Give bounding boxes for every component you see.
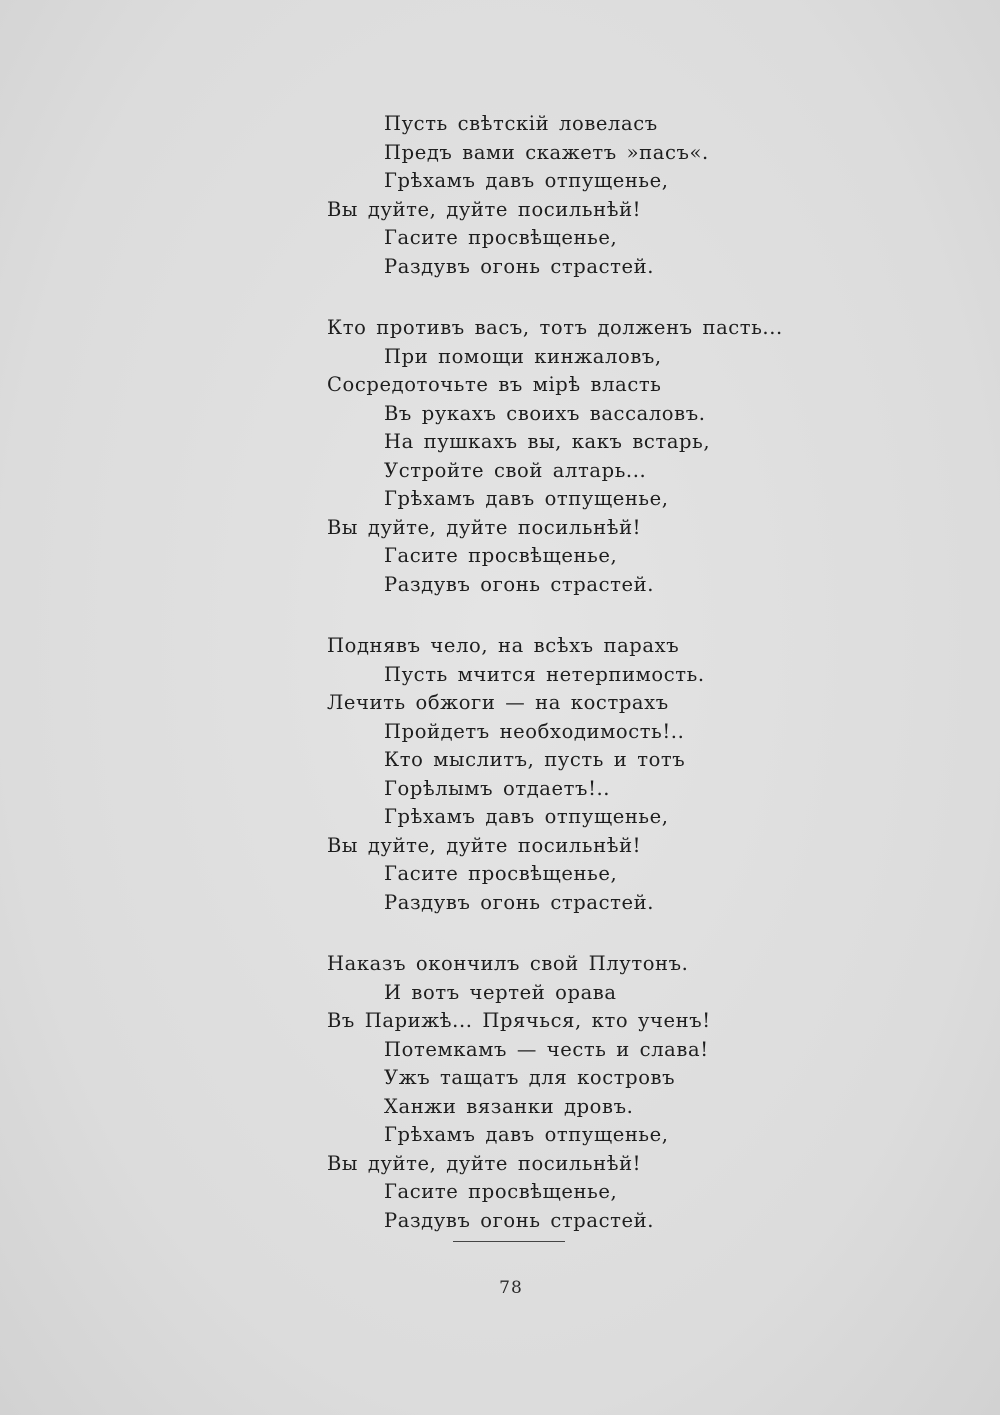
page-number: 78 — [499, 1278, 523, 1298]
closing-rule — [453, 1241, 565, 1242]
stanza — [327, 110, 847, 281]
poem-line: Вы дуйте, дуйте посильнѣй! — [327, 833, 642, 857]
poem-line: Гасите просвѣщенье, — [384, 862, 618, 885]
poem-line: И вотъ чертей орава — [384, 980, 617, 1004]
poem-line: Поднявъ чело, на всѣхъ парахъ — [327, 634, 680, 657]
poem-line: Въ Парижѣ... Прячься, кто ученъ! — [327, 1009, 711, 1032]
stanza — [327, 632, 847, 917]
poem-line: Гасите просвѣщенье, — [384, 544, 618, 567]
poem-line: Раздувъ огонь страстей. — [384, 1208, 655, 1232]
poem-line: Ужъ тащатъ для костровъ — [384, 1066, 676, 1089]
poem-line: Въ рукахъ своихъ вассаловъ. — [384, 401, 706, 425]
poem — [327, 110, 847, 1268]
poem-line: Вы дуйте, дуйте посильнѣй! — [327, 1151, 642, 1175]
poem-line: Вы дуйте, дуйте посильнѣй! — [327, 197, 642, 221]
poem-line: На пушкахъ вы, какъ встарь, — [384, 430, 711, 453]
poem-line: Раздувъ огонь страстей. — [384, 890, 655, 914]
poem-line: Сосредоточьте въ мірѣ власть — [327, 373, 662, 396]
poem-line: Грѣхамъ давъ отпущенье, — [384, 805, 669, 828]
poem-line: Раздувъ огонь страстей. — [384, 254, 655, 278]
poem-line: Раздувъ огонь страстей. — [384, 572, 655, 596]
stanza — [327, 314, 847, 599]
poem-line: Горѣлымъ отдаетъ!.. — [384, 776, 611, 800]
poem-line: Наказъ окончилъ свой Плутонъ. — [327, 952, 689, 975]
poem-line: Пройдетъ необходимость!.. — [384, 719, 685, 743]
poem-line: Лечить обжоги — на кострахъ — [327, 691, 669, 714]
poem-line: Предъ вами скажетъ »пасъ«. — [384, 140, 709, 164]
poem-line: Грѣхамъ давъ отпущенье, — [384, 1123, 669, 1146]
poem-line: Кто мыслитъ, пусть и тотъ — [384, 748, 686, 771]
poem-line: Потемкамъ — честь и слава! — [384, 1037, 709, 1061]
poem-line: Пусть свѣтскій ловеласъ — [384, 112, 658, 135]
poem-line: Пусть мчится нетерпимость. — [384, 662, 705, 686]
poem-line: Грѣхамъ давъ отпущенье, — [384, 487, 669, 510]
poem-line: При помощи кинжаловъ, — [384, 344, 662, 368]
poem-line: Грѣхамъ давъ отпущенье, — [384, 169, 669, 192]
poem-line: Вы дуйте, дуйте посильнѣй! — [327, 515, 642, 539]
stanza — [327, 950, 847, 1235]
poem-line: Устройте свой алтарь... — [384, 458, 647, 482]
poem-line: Ханжи вязанки дровъ. — [384, 1094, 634, 1118]
poem-line: Гасите просвѣщенье, — [384, 1180, 618, 1203]
poem-line: Гасите просвѣщенье, — [384, 226, 618, 249]
poem-line: Кто противъ васъ, тотъ долженъ пасть... — [327, 316, 783, 339]
